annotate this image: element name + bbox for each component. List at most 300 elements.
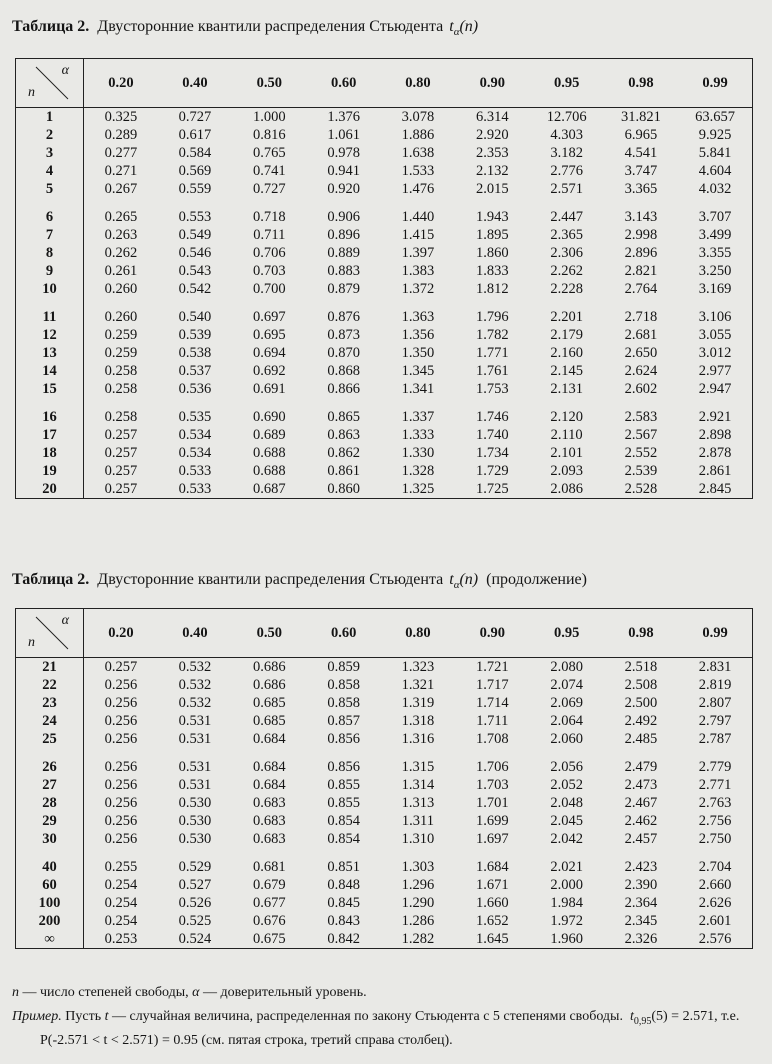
- quantile-cell: 1.533: [401, 163, 435, 179]
- table2-header-row: [16, 609, 753, 658]
- table-row: [16, 480, 753, 499]
- quantile-cell: 0.703: [253, 263, 286, 279]
- quantile-cell: 2.624: [624, 363, 658, 379]
- quantile-cell: 0.533: [178, 463, 212, 479]
- quantile-cell: 0.256: [104, 695, 138, 711]
- quantile-cell: 0.259: [104, 345, 138, 361]
- gap-cell: [306, 198, 380, 208]
- quantile-cell: 0.538: [178, 345, 212, 361]
- corner-cell: [16, 609, 84, 658]
- quantile-cell: 0.531: [178, 759, 212, 775]
- table-row: [16, 712, 753, 730]
- degrees-of-freedom-cell: 24: [16, 712, 84, 730]
- gap-cell: [381, 298, 455, 308]
- quantile-cell: 2.626: [678, 894, 752, 912]
- gap-cell: [381, 198, 455, 208]
- quantile-cell: 0.542: [178, 281, 212, 297]
- quantile-cell: 3.182: [550, 145, 583, 161]
- column-header: 0.80: [381, 59, 455, 108]
- degrees-of-freedom-cell: 3: [16, 144, 84, 162]
- quantile-cell: 1.652: [475, 913, 509, 929]
- quantile-cell: 2.132: [475, 163, 509, 179]
- quantile-cell: 0.539: [178, 327, 212, 343]
- gap-cell: [158, 848, 232, 858]
- quantile-cell: 1.708: [475, 731, 509, 747]
- quantile-cell: 6.965: [624, 127, 658, 143]
- gap-cell: [232, 848, 306, 858]
- quantile-cell: 3.143: [624, 209, 658, 225]
- degrees-of-freedom-cell: 4: [16, 162, 84, 180]
- quantile-cell: 2.601: [678, 912, 752, 930]
- gap-cell: [604, 198, 678, 208]
- table-row: [16, 262, 753, 280]
- gap-cell: [306, 298, 380, 308]
- quantile-cell: 2.145: [550, 363, 583, 379]
- quantile-cell: 0.679: [253, 877, 286, 893]
- quantile-cell: 0.727: [253, 181, 286, 197]
- degrees-of-freedom-cell: 1: [16, 108, 84, 127]
- quantile-cell: 0.256: [104, 759, 138, 775]
- quantile-cell: 0.256: [104, 813, 138, 829]
- quantile-cell: 1.318: [401, 713, 435, 729]
- quantile-cell: 2.947: [678, 380, 752, 398]
- quantile-cell: 0.257: [104, 445, 138, 461]
- quantile-cell: 0.692: [253, 363, 286, 379]
- quantile-cell: 0.741: [253, 163, 286, 179]
- quantile-cell: 2.718: [624, 309, 658, 325]
- quantile-cell: 0.941: [327, 163, 360, 179]
- quantile-cell: 1.313: [401, 795, 435, 811]
- quantile-cell: 2.896: [624, 245, 658, 261]
- quantile-cell: 0.866: [327, 381, 360, 397]
- degrees-of-freedom-cell: 200: [16, 912, 84, 930]
- quantile-cell: 0.265: [104, 209, 138, 225]
- quantile-cell: 0.855: [327, 777, 360, 793]
- quantile-cell: 2.479: [624, 759, 658, 775]
- quantile-cell: 1.341: [401, 381, 435, 397]
- quantile-cell: 1.972: [550, 913, 583, 929]
- degrees-of-freedom-cell: 28: [16, 794, 84, 812]
- quantile-cell: 1.345: [401, 363, 435, 379]
- degrees-of-freedom-cell: 8: [16, 244, 84, 262]
- gap-cell: [604, 298, 678, 308]
- example-text-c: (5) = 2.571, т.е.: [651, 1009, 740, 1024]
- quantile-cell: 1.321: [401, 677, 435, 693]
- quantile-cell: 2.462: [624, 813, 658, 829]
- gap-cell: [604, 748, 678, 758]
- quantile-cell: 0.271: [104, 163, 138, 179]
- quantile-cell: 9.925: [678, 126, 752, 144]
- quantile-table-2: [15, 608, 753, 949]
- corner-diagonal: [16, 609, 84, 657]
- degrees-of-freedom-cell: 14: [16, 362, 84, 380]
- quantile-cell: 12.706: [546, 109, 587, 125]
- quantile-cell: 1.699: [475, 813, 509, 829]
- quantile-cell: 0.684: [253, 777, 286, 793]
- quantile-cell: 0.289: [104, 127, 138, 143]
- quantile-cell: 0.883: [327, 263, 360, 279]
- quantile-cell: 2.353: [475, 145, 509, 161]
- quantile-cell: 1.061: [327, 127, 360, 143]
- quantile-cell: 1.833: [475, 263, 509, 279]
- quantile-cell: 0.261: [104, 263, 138, 279]
- quantile-cell: 0.530: [178, 795, 212, 811]
- quantile-cell: 1.740: [475, 427, 509, 443]
- quantile-cell: 2.492: [624, 713, 658, 729]
- gap-cell: [84, 398, 158, 408]
- quantile-cell: 0.920: [327, 181, 360, 197]
- quantile-cell: 1.703: [475, 777, 509, 793]
- degrees-of-freedom-cell: 16: [16, 408, 84, 426]
- column-header: 0.60: [306, 59, 380, 108]
- degrees-of-freedom-cell: 9: [16, 262, 84, 280]
- quantile-cell: 1.645: [455, 930, 529, 949]
- quantile-cell: 2.508: [624, 677, 658, 693]
- table-row: [16, 758, 753, 776]
- quantile-cell: 2.539: [624, 463, 658, 479]
- quantile-cell: 1.684: [475, 859, 509, 875]
- quantile-cell: 0.876: [327, 309, 360, 325]
- degrees-of-freedom-cell: 29: [16, 812, 84, 830]
- gap-cell: [306, 398, 380, 408]
- quantile-cell: 6.314: [475, 109, 509, 125]
- gap-cell: [455, 748, 529, 758]
- quantile-cell: 2.228: [550, 281, 583, 297]
- quantile-cell: 2.015: [475, 181, 509, 197]
- quantile-cell: 1.697: [475, 831, 509, 847]
- quantile-cell: 0.689: [253, 427, 286, 443]
- quantile-cell: 2.819: [678, 676, 752, 694]
- gap-cell: [529, 848, 603, 858]
- quantile-cell: 2.056: [550, 759, 583, 775]
- table-row: [16, 794, 753, 812]
- quantile-cell: 0.694: [253, 345, 286, 361]
- quantile-cell: 2.898: [678, 426, 752, 444]
- quantile-cell: 3.012: [678, 344, 752, 362]
- degrees-of-freedom-cell: 13: [16, 344, 84, 362]
- degrees-of-freedom-cell: 19: [16, 462, 84, 480]
- quantile-cell: 1.415: [401, 227, 435, 243]
- quantile-cell: 0.257: [104, 427, 138, 443]
- quantile-cell: 0.695: [253, 327, 286, 343]
- column-header: 0.80: [381, 609, 455, 658]
- footnote-alpha-text: — доверительный уровень.: [199, 985, 367, 1000]
- column-header: 0.90: [455, 59, 529, 108]
- quantile-cell: 2.390: [624, 877, 658, 893]
- row-group-gap: [16, 198, 753, 208]
- quantile-cell: 2.552: [624, 445, 658, 461]
- quantile-cell: 4.604: [678, 162, 752, 180]
- gap-cell: [381, 398, 455, 408]
- quantile-cell: 5.841: [678, 144, 752, 162]
- quantile-cell: 2.365: [550, 227, 583, 243]
- table1-title-text: Двусторонние квантили распределения Стьюдента: [97, 18, 444, 35]
- gap-cell: [455, 298, 529, 308]
- quantile-cell: 0.255: [104, 859, 138, 875]
- table1-header-row: [16, 59, 753, 108]
- quantile-cell: 0.683: [253, 795, 286, 811]
- quantile-cell: 2.052: [550, 777, 583, 793]
- quantile-cell: 2.201: [550, 309, 583, 325]
- quantile-cell: 0.267: [104, 181, 138, 197]
- quantile-cell: 0.843: [327, 913, 360, 929]
- example-subscript: 0,95: [633, 1015, 652, 1027]
- quantile-cell: 3.747: [624, 163, 658, 179]
- quantile-cell: 0.524: [158, 930, 232, 949]
- quantile-cell: 0.683: [253, 831, 286, 847]
- quantile-cell: 0.257: [84, 480, 158, 499]
- table-row: [16, 694, 753, 712]
- quantile-cell: 0.675: [232, 930, 306, 949]
- quantile-cell: 0.683: [253, 813, 286, 829]
- quantile-cell: 1.310: [401, 831, 435, 847]
- quantile-cell: 1.701: [475, 795, 509, 811]
- quantile-cell: 0.697: [253, 309, 286, 325]
- column-header: 0.98: [604, 609, 678, 658]
- quantile-cell: 2.447: [550, 209, 583, 225]
- quantile-cell: 0.855: [327, 795, 360, 811]
- degrees-of-freedom-cell: 21: [16, 658, 84, 677]
- table-row: [16, 894, 753, 912]
- quantile-cell: 1.638: [401, 145, 435, 161]
- table-row: [16, 658, 753, 677]
- table1-title: [12, 18, 478, 38]
- quantile-cell: 0.896: [327, 227, 360, 243]
- corner-alpha-label: α: [61, 63, 69, 78]
- table-row: [16, 344, 753, 362]
- column-header: 0.99: [678, 609, 752, 658]
- quantile-cell: 2.423: [624, 859, 658, 875]
- quantile-cell: 2.042: [550, 831, 583, 847]
- quantile-cell: 2.776: [550, 163, 583, 179]
- table-row: [16, 362, 753, 380]
- quantile-cell: 0.845: [327, 895, 360, 911]
- quantile-cell: 2.093: [550, 463, 583, 479]
- table2-body: [16, 658, 753, 949]
- quantile-cell: 0.533: [158, 480, 232, 499]
- quantile-cell: 1.660: [475, 895, 509, 911]
- degrees-of-freedom-cell: 26: [16, 758, 84, 776]
- footnote-alpha-symbol: α: [192, 985, 200, 1000]
- column-header: 0.50: [232, 59, 306, 108]
- quantile-cell: 0.854: [327, 813, 360, 829]
- quantile-cell: 0.863: [327, 427, 360, 443]
- table-row: [16, 444, 753, 462]
- gap-cell: [381, 748, 455, 758]
- quantile-cell: 2.807: [678, 694, 752, 712]
- quantile-cell: 0.691: [253, 381, 286, 397]
- gap-cell: [16, 748, 84, 758]
- gap-cell: [84, 298, 158, 308]
- quantile-cell: 1.383: [401, 263, 435, 279]
- quantile-cell: 3.365: [624, 181, 658, 197]
- example-text-b: — случайная величина, распределенная по закону Стьюдента с 5 степенями свободы.: [108, 1009, 623, 1024]
- degrees-of-freedom-cell: 18: [16, 444, 84, 462]
- gap-cell: [158, 748, 232, 758]
- gap-cell: [84, 848, 158, 858]
- quantile-cell: 0.256: [104, 795, 138, 811]
- table-row: [16, 912, 753, 930]
- degrees-of-freedom-cell: 100: [16, 894, 84, 912]
- quantile-cell: 0.569: [178, 163, 212, 179]
- quantile-cell: 1.886: [401, 127, 435, 143]
- quantile-cell: 0.685: [253, 713, 286, 729]
- example-line-2: P(-2.571 < t < 2.571) = 0.95 (см. пятая строка, третий справа столбец).: [40, 1033, 453, 1048]
- quantile-cell: 0.978: [327, 145, 360, 161]
- quantile-cell: 2.110: [550, 427, 583, 443]
- quantile-cell: 1.282: [381, 930, 455, 949]
- quantile-table-1: [15, 58, 753, 499]
- quantile-cell: 0.718: [253, 209, 286, 225]
- quantile-cell: 0.532: [178, 695, 212, 711]
- table2-title-text: Двусторонние квантили распределения Стьюдента: [97, 571, 444, 588]
- row-group-gap: [16, 398, 753, 408]
- column-header: 0.95: [529, 609, 603, 658]
- quantile-cell: 0.857: [327, 713, 360, 729]
- quantile-cell: 2.583: [624, 409, 658, 425]
- quantile-cell: 2.763: [678, 794, 752, 812]
- quantile-cell: 0.260: [104, 309, 138, 325]
- table-row: [16, 180, 753, 198]
- quantile-cell: 0.256: [104, 713, 138, 729]
- degrees-of-freedom-cell: 7: [16, 226, 84, 244]
- quantile-cell: 0.256: [104, 731, 138, 747]
- quantile-cell: 2.756: [678, 812, 752, 830]
- gap-cell: [16, 398, 84, 408]
- quantile-cell: 2.764: [624, 281, 658, 297]
- column-header: 0.40: [158, 59, 232, 108]
- quantile-cell: 1.717: [475, 677, 509, 693]
- quantile-cell: 1.372: [401, 281, 435, 297]
- quantile-cell: 0.676: [253, 913, 286, 929]
- table2-title-number: Таблица 2.: [12, 571, 90, 588]
- quantile-cell: 0.259: [104, 327, 138, 343]
- quantile-cell: 2.845: [678, 480, 752, 499]
- quantile-cell: 2.048: [550, 795, 583, 811]
- gap-cell: [158, 298, 232, 308]
- quantile-cell: 2.797: [678, 712, 752, 730]
- quantile-cell: 1.812: [475, 281, 509, 297]
- quantile-cell: 1.314: [401, 777, 435, 793]
- column-header: 0.98: [604, 59, 678, 108]
- quantile-cell: 2.074: [550, 677, 583, 693]
- quantile-cell: 0.543: [178, 263, 212, 279]
- example-line-1: [12, 1009, 739, 1027]
- table-row: [16, 812, 753, 830]
- quantile-cell: 0.540: [178, 309, 212, 325]
- column-header: 0.40: [158, 609, 232, 658]
- table-row: [16, 126, 753, 144]
- quantile-cell: 1.316: [401, 731, 435, 747]
- quantile-cell: 0.325: [104, 109, 138, 125]
- quantile-cell: 0.277: [104, 145, 138, 161]
- table-row: [16, 308, 753, 326]
- degrees-of-freedom-cell: 40: [16, 858, 84, 876]
- quantile-cell: 0.677: [253, 895, 286, 911]
- table-row: [16, 462, 753, 480]
- quantile-cell: 0.262: [104, 245, 138, 261]
- quantile-cell: 2.262: [550, 263, 583, 279]
- quantile-cell: 2.602: [624, 381, 658, 397]
- degrees-of-freedom-cell: 23: [16, 694, 84, 712]
- quantile-cell: 0.906: [327, 209, 360, 225]
- gap-cell: [16, 298, 84, 308]
- quantile-cell: 2.921: [678, 408, 752, 426]
- quantile-cell: 2.977: [678, 362, 752, 380]
- degrees-of-freedom-cell: 22: [16, 676, 84, 694]
- quantile-cell: 63.657: [678, 108, 752, 127]
- quantile-cell: 0.535: [178, 409, 212, 425]
- quantile-cell: 0.816: [253, 127, 286, 143]
- footnote-legend: [12, 985, 367, 1001]
- quantile-cell: 0.848: [327, 877, 360, 893]
- quantile-cell: 0.253: [84, 930, 158, 949]
- quantile-cell: 3.250: [678, 262, 752, 280]
- quantile-cell: 0.254: [104, 913, 138, 929]
- table-row: [16, 830, 753, 848]
- table-row: [16, 144, 753, 162]
- quantile-cell: 0.873: [327, 327, 360, 343]
- quantile-cell: 0.256: [104, 677, 138, 693]
- gap-cell: [84, 198, 158, 208]
- quantile-cell: 0.865: [327, 409, 360, 425]
- quantile-cell: 1.721: [475, 659, 509, 675]
- degrees-of-freedom-cell: 5: [16, 180, 84, 198]
- quantile-cell: 2.576: [678, 930, 752, 949]
- quantile-cell: 2.179: [550, 327, 583, 343]
- quantile-cell: 1.328: [401, 463, 435, 479]
- degrees-of-freedom-cell: 15: [16, 380, 84, 398]
- example-label: Пример.: [12, 1009, 62, 1024]
- quantile-cell: 0.549: [178, 227, 212, 243]
- quantile-cell: 1.761: [475, 363, 509, 379]
- quantile-cell: 0.254: [104, 895, 138, 911]
- table-row: [16, 876, 753, 894]
- quantile-cell: 0.531: [178, 731, 212, 747]
- quantile-cell: 2.069: [550, 695, 583, 711]
- table-row: [16, 426, 753, 444]
- row-group-gap: [16, 298, 753, 308]
- gap-cell: [678, 848, 752, 858]
- quantile-cell: 1.782: [475, 327, 509, 343]
- quantile-cell: 0.879: [327, 281, 360, 297]
- quantile-cell: 0.617: [178, 127, 212, 143]
- quantile-cell: 0.584: [178, 145, 212, 161]
- quantile-cell: 2.861: [678, 462, 752, 480]
- quantile-cell: 1.323: [401, 659, 435, 675]
- quantile-cell: 3.106: [678, 308, 752, 326]
- column-header: 0.50: [232, 609, 306, 658]
- degrees-of-freedom-cell: 27: [16, 776, 84, 794]
- quantile-cell: 0.686: [253, 659, 286, 675]
- quantile-cell: 0.526: [178, 895, 212, 911]
- table-row: [16, 326, 753, 344]
- quantile-cell: 0.688: [253, 445, 286, 461]
- quantile-cell: 2.831: [678, 658, 752, 677]
- gap-cell: [232, 298, 306, 308]
- quantile-cell: 1.729: [475, 463, 509, 479]
- quantile-cell: 1.895: [475, 227, 509, 243]
- quantile-cell: 1.943: [475, 209, 509, 225]
- example-text-a: Пусть: [61, 1009, 105, 1024]
- quantile-cell: 2.681: [624, 327, 658, 343]
- quantile-cell: 1.333: [401, 427, 435, 443]
- quantile-cell: 2.998: [624, 227, 658, 243]
- quantile-cell: 0.529: [178, 859, 212, 875]
- quantile-cell: 0.260: [104, 281, 138, 297]
- quantile-cell: 2.500: [624, 695, 658, 711]
- quantile-cell: 0.859: [327, 659, 360, 675]
